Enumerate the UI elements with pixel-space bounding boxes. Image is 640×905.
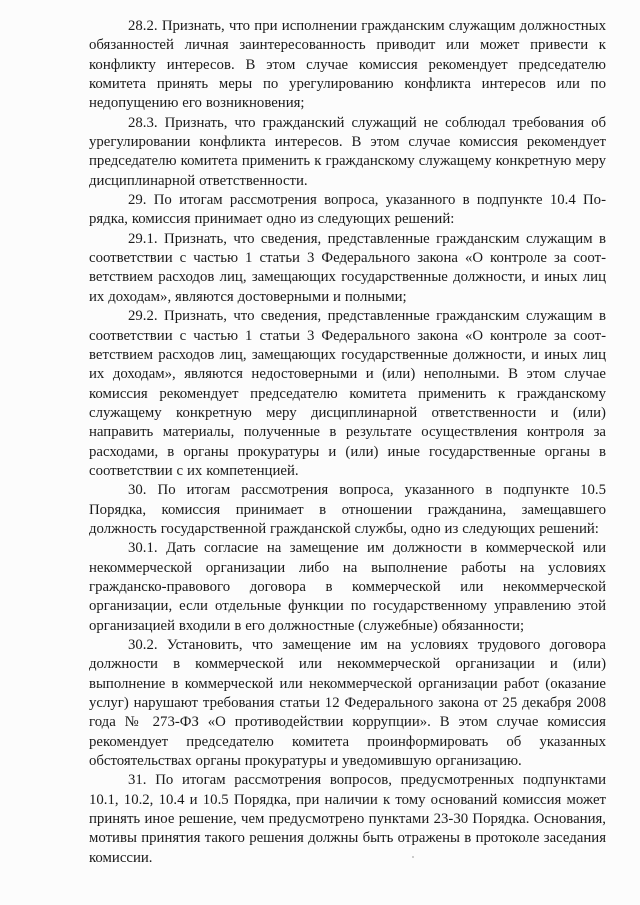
scan-speck: [412, 856, 414, 858]
paragraph-29-2: 29.2. Признать, что сведения, представленные гражданским служащим в соответствии с частью 1 статьи 3 Федерального закона «О контроле за соответствием расходов лиц, замещающих государственные должности, и иных лиц их доходам», являются недостоверными и (или) неполными. В этом случае комиссия рекомендует председателю комитета применить к гражданскому служащему конкретную меру дисциплинарной ответственности и (или) направить материалы, полученные в результате осуществления контроля за расходами, в органы прокуратуры и (или) иные государственные органы в соответствии с их компетенцией.: [89, 308, 606, 479]
paragraph-29: 29. По итогам рассмотрения вопроса, указанного в подпункте 10.4 Порядка, комиссия принимает одно из следующих решений:: [89, 192, 606, 228]
paragraph-30-2: 30.2. Установить, что замещение им на условиях трудового договора должности в коммерческой или некоммерческой организации и (или) выполнение в коммерческой или некоммерческой организации работ (оказание услуг) нарушают требования статьи 12 Федерального закона от 25 декабря 2008 года № 273-ФЗ «О противодействии коррупции». В этом случае комиссия рекомендует председателю комитета проинформировать об указанных обстоятельствах органы прокуратуры и уведомившую организацию.: [89, 637, 606, 770]
paragraph-30: 30. По итогам рассмотрения вопроса, указанного в подпункте 10.5 Порядка, комиссия принимает в отношении гражданина, замещавшего должность государственной гражданской службы, одно из следующих решений:: [89, 482, 606, 537]
paragraph-28-2: 28.2. Признать, что при исполнении гражданским служащим должностных обязанностей личная заинтересованность приводит или может привести к конфликту интересов. В этом случае комиссия рекомендует председателю комитета принять меры по урегулированию конфликта интересов или по недопущению его возникновения;: [89, 18, 606, 112]
paragraph-28-3: 28.3. Признать, что гражданский служащий не соблюдал требования об урегулировании конфликта интересов. В этом случае комиссия рекомендует председателю комитета применить к гражданскому служащему конкретную меру дисциплинарной ответственности.: [89, 114, 606, 189]
paragraph-31: 31. По итогам рассмотрения вопросов, предусмотренных подпунктами 10.1, 10.2, 10.4 и 10.5 Порядка, при наличии к тому оснований комиссия может принять иное решение, чем предусмотрено пунктами 23-30 Порядка. Основания, мотивы принятия такого решения должны быть отражены в протоколе заседания комиссии.: [89, 772, 606, 866]
paragraph-29-1: 29.1. Признать, что сведения, представленные гражданским служащим в соответствии с частью 1 статьи 3 Федерального закона «О контроле за соответствием расходов лиц, замещающих государственные должности, и иных лиц их доходам», являются достоверными и полными;: [89, 230, 606, 305]
paragraph-30-1: 30.1. Дать согласие на замещение им должности в коммерческой или некоммерческой организации либо на выполнение работы на условиях гражданско-правового договора в коммерческой или некоммерческой организации, если отдельные функции по государственному управлению этой организацией входили в его должностные (служебные) обязанности;: [89, 540, 606, 634]
